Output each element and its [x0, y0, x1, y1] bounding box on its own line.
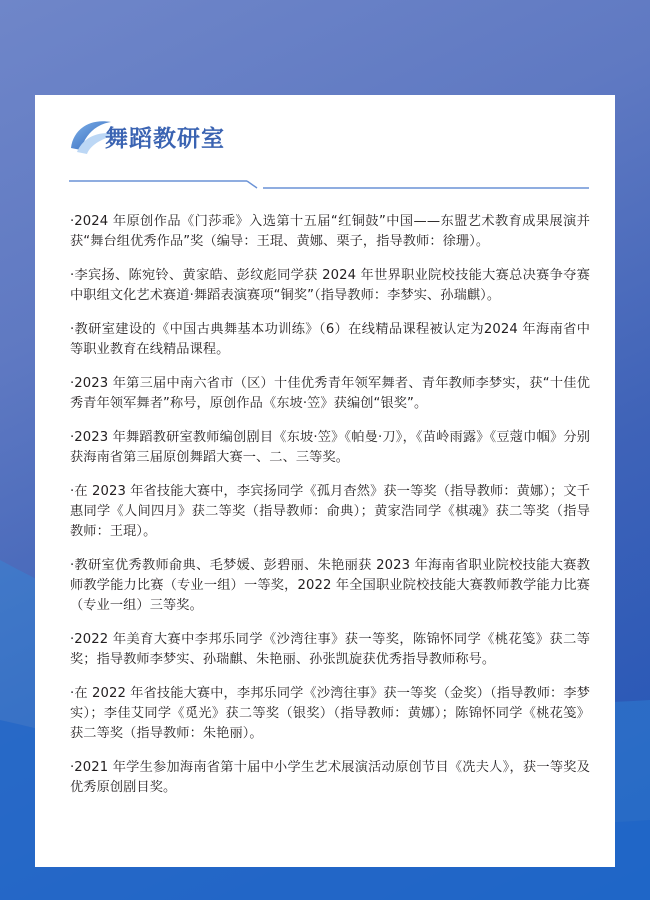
content-card: [35, 95, 615, 867]
list-item: ·2023 年舞蹈教研室教师编创剧目《东坡·笠》《帕曼·刀》，《苗岭雨露》《豆蔻巾帼》分别获海南省第三届原创舞蹈大赛一、二、三等奖。: [70, 430, 590, 466]
list-item: ·2024 年原创作品《门莎乖》入选第十五届“红铜鼓”中国——东盟艺术教育成果展演并获“舞台组优秀作品”奖（编导：王琨、黄娜、栗子，指导教师：徐珊）。: [70, 214, 590, 249]
list-item: ·在 2022 年省技能大赛中，李邦乐同学《沙湾往事》获一等奖（金奖）（指导教师：李梦实）；李佳艾同学《觅光》获二等奖（银奖）（指导教师：黄娜）；陈锦怀同学《桃花笺》获二等奖（指导教师：朱艳丽）。: [70, 686, 590, 741]
title-divider: [69, 175, 589, 189]
list-item: ·李宾扬、陈宛铃、黄家皓、彭纹彪同学获 2024 年世界职业院校技能大赛总决赛争夺赛中职组文化艺术赛道·舞蹈表演赛项“铜奖”（指导教师：李梦实、孙瑞麒）。: [70, 268, 590, 303]
section-header: [67, 112, 307, 156]
section-title: 舞蹈教研室: [105, 126, 225, 152]
list-item: ·2021 年学生参加海南省第十届中小学生艺术展演活动原创节目《冼夫人》，获一等奖及优秀原创剧目奖。: [70, 760, 590, 796]
achievement-list: [70, 212, 590, 812]
list-item: ·教研室优秀教师俞典、毛梦媛、彭碧丽、朱艳丽获 2023 年海南省职业院校技能大赛教师教学能力比赛（专业一组）一等奖，2022 年全国职业院校技能大赛教师教学能力比赛（专业一组）三等奖。: [70, 558, 590, 613]
list-item: ·2023 年第三届中南六省市（区）十佳优秀青年领军舞者、青年教师李梦实，获“十佳优秀青年领军舞者”称号，原创作品《东坡·笠》获编创“银奖”。: [70, 376, 590, 412]
list-item: ·2022 年美育大赛中李邦乐同学《沙湾往事》获一等奖，陈锦怀同学《桃花笺》获二等奖；指导教师李梦实、孙瑞麒、朱艳丽、孙张凯旋获优秀指导教师称号。: [70, 632, 590, 668]
list-item: ·在 2023 年省技能大赛中，李宾扬同学《孤月杳然》获一等奖（指导教师：黄娜）；文千惠同学《人间四月》获二等奖（指导教师：俞典）；黄家浩同学《棋魂》获二等奖（指导教师：王琨）。: [70, 484, 590, 540]
list-item: ·教研室建设的《中国古典舞基本功训练》（6）在线精品课程被认定为2024 年海南省中等职业教育在线精品课程。: [70, 322, 590, 357]
